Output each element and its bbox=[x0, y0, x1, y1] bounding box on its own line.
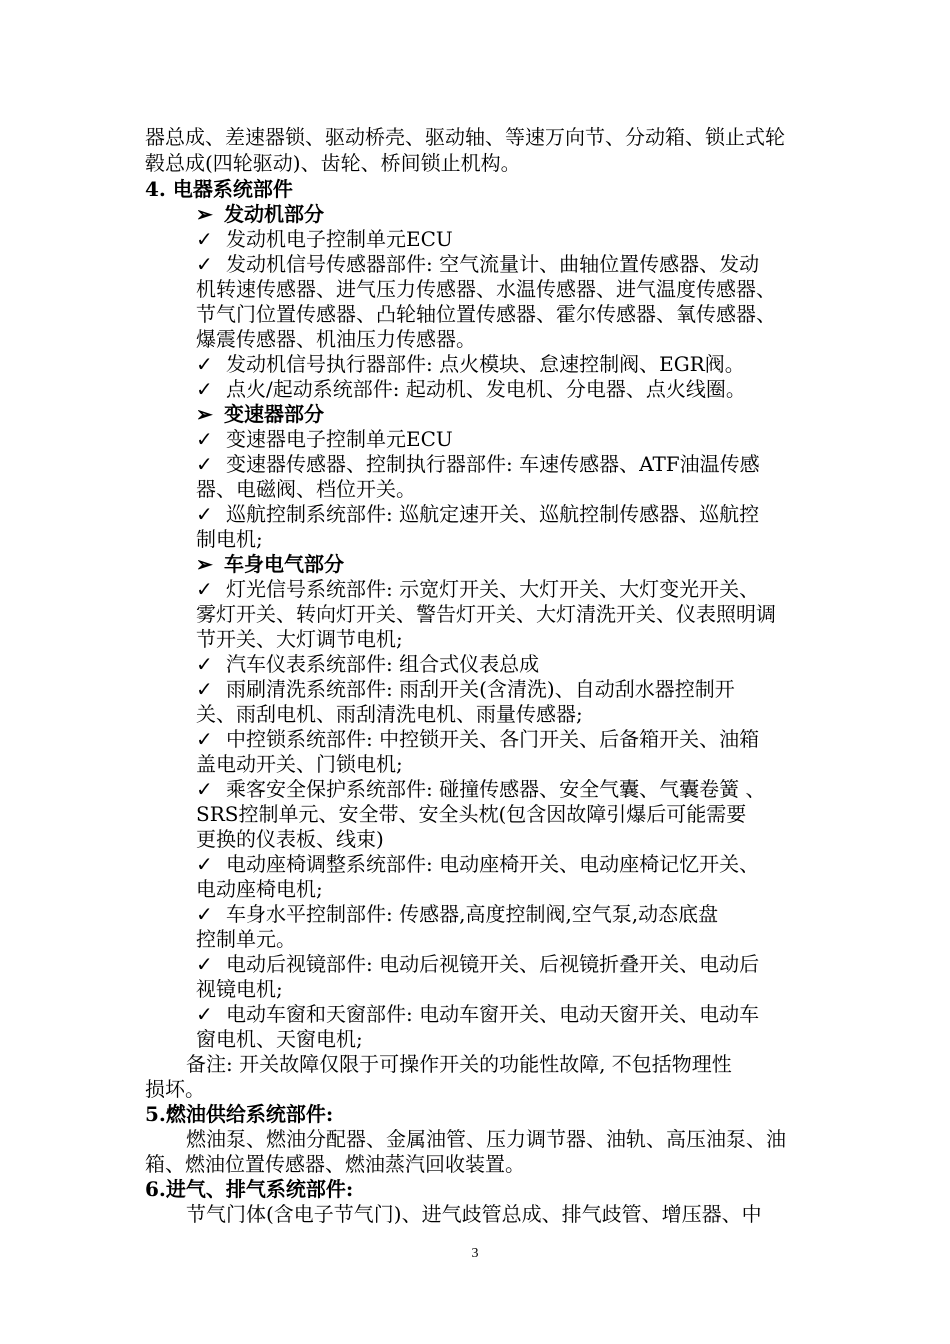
text-line: 盖电动开关、门锁电机; bbox=[196, 752, 403, 776]
list-item: ✓ 汽车仪表系统部件: 组合式仪表总成 bbox=[196, 652, 540, 676]
section-heading: 5.燃油供给系统部件: bbox=[145, 1102, 334, 1126]
paragraph-text: 燃油泵、燃油分配器、金属油管、压力调节器、油轨、高压油泵、油 bbox=[186, 1127, 786, 1151]
list-item: ✓ 电动座椅调整系统部件: 电动座椅开关、电动座椅记忆开关、 bbox=[196, 852, 760, 876]
text-line: 雾灯开关、转向灯开关、警告灯开关、大灯清洗开关、仪表照明调 bbox=[196, 602, 776, 626]
text-line: 电动座椅电机; bbox=[196, 877, 323, 901]
check-bullet-icon: ✓ bbox=[196, 427, 213, 451]
paragraph-text: 节气门体(含电子节气门)、进气歧管总成、排气歧管、增压器、中 bbox=[186, 1202, 762, 1226]
text-line: 更换的仪表板、线束) bbox=[196, 827, 384, 851]
text-line: SRS控制单元、安全带、安全头枕(包含因故障引爆后可能需要 bbox=[196, 802, 747, 826]
arrow-bullet-icon: ➢ bbox=[196, 552, 213, 576]
text-line: 机转速传感器、进气压力传感器、水温传感器、进气温度传感器、 bbox=[196, 277, 776, 301]
list-item: ✓ 灯光信号系统部件: 示宽灯开关、大灯开关、大灯变光开关、 bbox=[196, 577, 760, 601]
check-bullet-icon: ✓ bbox=[196, 652, 213, 676]
text-line: 毂总成(四轮驱动)、齿轮、桥间锁止机构。 bbox=[145, 151, 521, 175]
text-line: 节开关、大灯调节电机; bbox=[196, 627, 403, 651]
subsection-heading: ➢ 车身电气部分 bbox=[196, 552, 344, 576]
check-bullet-icon: ✓ bbox=[196, 727, 213, 751]
list-item: ✓ 变速器传感器、控制执行器部件: 车速传感器、ATF油温传感 bbox=[196, 452, 760, 476]
subsection-heading: ➢ 变速器部分 bbox=[196, 402, 324, 426]
check-bullet-icon: ✓ bbox=[196, 252, 213, 276]
list-item: ✓ 巡航控制系统部件: 巡航定速开关、巡航控制传感器、巡航控 bbox=[196, 502, 760, 526]
text-line: 关、雨刮电机、雨刮清洗电机、雨量传感器; bbox=[196, 702, 583, 726]
check-bullet-icon: ✓ bbox=[196, 777, 213, 801]
text-line: 控制单元。 bbox=[196, 927, 296, 951]
list-item: ✓ 发动机信号执行器部件: 点火模块、怠速控制阀、EGR阀。 bbox=[196, 352, 745, 376]
list-item: ✓ 车身水平控制部件: 传感器,高度控制阀,空气泵,动态底盘 bbox=[196, 902, 719, 926]
check-bullet-icon: ✓ bbox=[196, 1002, 213, 1026]
list-item: ✓ 电动车窗和天窗部件: 电动车窗开关、电动天窗开关、电动车 bbox=[196, 1002, 760, 1026]
note-text: 备注: 开关故障仅限于可操作开关的功能性故障, 不包括物理性 bbox=[186, 1052, 732, 1076]
list-item: ✓ 雨刷清洗系统部件: 雨刮开关(含清洗)、自动刮水器控制开 bbox=[196, 677, 735, 701]
arrow-bullet-icon: ➢ bbox=[196, 402, 213, 426]
list-item: ✓ 乘客安全保护系统部件: 碰撞传感器、安全气囊、气囊卷簧 、 bbox=[196, 777, 766, 801]
check-bullet-icon: ✓ bbox=[196, 377, 213, 401]
section-heading: 6.进气、排气系统部件: bbox=[145, 1177, 354, 1201]
section-heading: 4. 电器系统部件 bbox=[145, 177, 293, 201]
subsection-heading: ➢ 发动机部分 bbox=[196, 202, 324, 226]
check-bullet-icon: ✓ bbox=[196, 577, 213, 601]
check-bullet-icon: ✓ bbox=[196, 952, 213, 976]
check-bullet-icon: ✓ bbox=[196, 902, 213, 926]
list-item: ✓ 电动后视镜部件: 电动后视镜开关、后视镜折叠开关、电动后 bbox=[196, 952, 760, 976]
check-bullet-icon: ✓ bbox=[196, 677, 213, 701]
check-bullet-icon: ✓ bbox=[196, 852, 213, 876]
check-bullet-icon: ✓ bbox=[196, 352, 213, 376]
list-item: ✓ 发动机信号传感器部件: 空气流量计、曲轴位置传感器、发动 bbox=[196, 252, 760, 276]
list-item: ✓ 中控锁系统部件: 中控锁开关、各门开关、后备箱开关、油箱 bbox=[196, 727, 760, 751]
text-line: 视镜电机; bbox=[196, 977, 283, 1001]
list-item: ✓ 变速器电子控制单元ECU bbox=[196, 427, 453, 451]
check-bullet-icon: ✓ bbox=[196, 452, 213, 476]
text-line: 器总成、差速器锁、驱动桥壳、驱动轴、等速万向节、分动箱、锁止式轮 bbox=[145, 125, 785, 149]
list-item: ✓ 点火/起动系统部件: 起动机、发电机、分电器、点火线圈。 bbox=[196, 377, 746, 401]
text-line: 制电机; bbox=[196, 527, 263, 551]
list-item: ✓ 发动机电子控制单元ECU bbox=[196, 227, 453, 251]
text-line: 箱、燃油位置传感器、燃油蒸汽回收装置。 bbox=[145, 1152, 525, 1176]
page-number: 3 bbox=[471, 1246, 479, 1261]
text-line: 损坏。 bbox=[145, 1077, 205, 1101]
text-line: 节气门位置传感器、凸轮轴位置传感器、霍尔传感器、氧传感器、 bbox=[196, 302, 776, 326]
text-line: 爆震传感器、机油压力传感器。 bbox=[196, 327, 476, 351]
text-line: 窗电机、天窗电机; bbox=[196, 1027, 363, 1051]
text-line: 器、电磁阀、档位开关。 bbox=[196, 477, 416, 501]
arrow-bullet-icon: ➢ bbox=[196, 202, 213, 226]
check-bullet-icon: ✓ bbox=[196, 502, 213, 526]
check-bullet-icon: ✓ bbox=[196, 227, 213, 251]
